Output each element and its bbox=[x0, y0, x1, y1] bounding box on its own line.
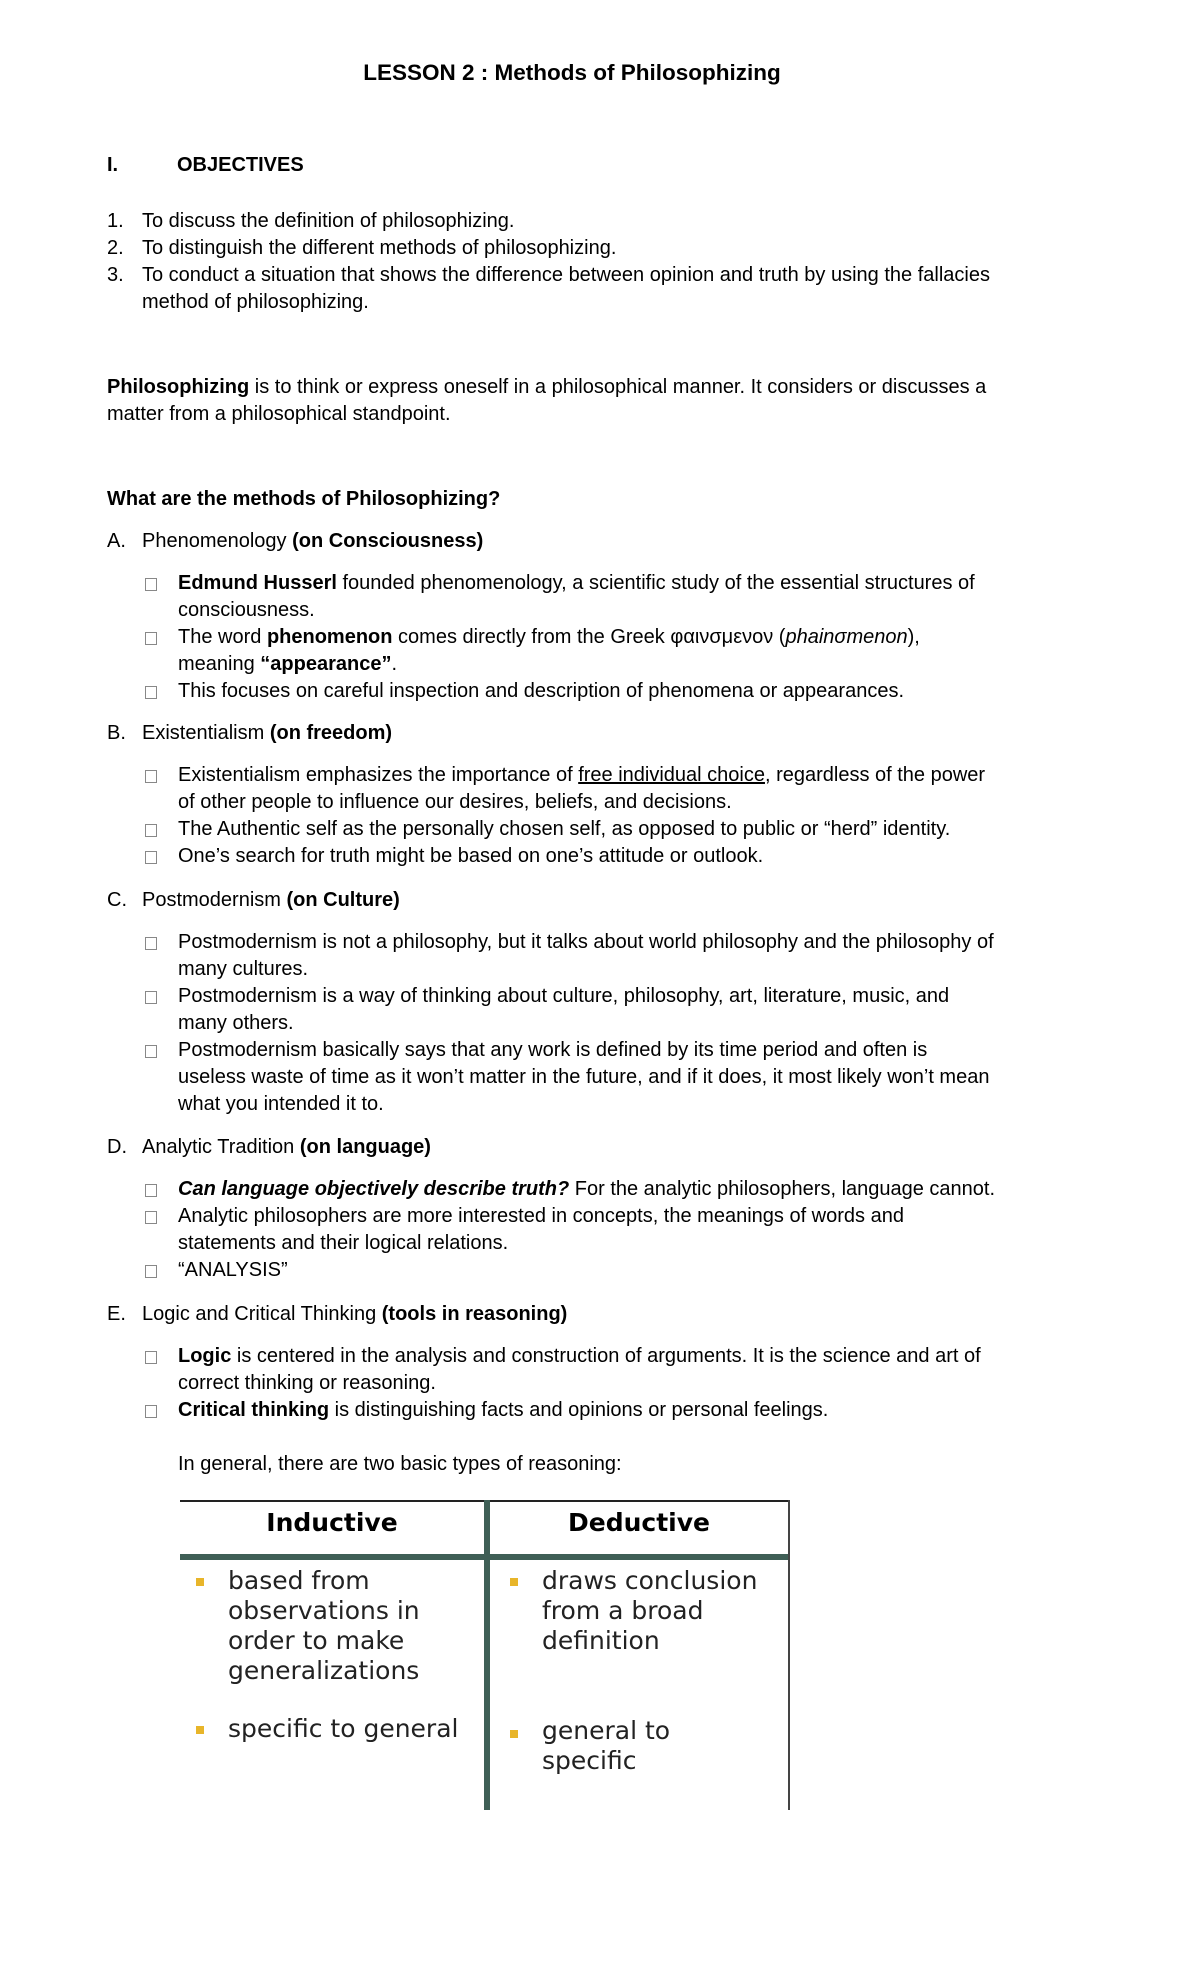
section-d-bullet-1: Can language objectively describe truth? For the analytic philosophers, language cannot. bbox=[178, 1178, 996, 1200]
section-d-heading: Analytic Tradition (on language) bbox=[142, 1136, 431, 1158]
inductive-point-1: based from observations in order to make generalizations bbox=[228, 1566, 420, 1685]
section-a-bullet-1-line2: consciousness. bbox=[178, 599, 315, 621]
bullet-square-icon bbox=[196, 1578, 204, 1586]
bullet-box-icon bbox=[145, 770, 157, 783]
section-b-letter: B. bbox=[107, 722, 126, 744]
section-c-bullet-2: Postmodernism is a way of thinking about culture, philosophy, art, literature, music, and bbox=[178, 985, 950, 1007]
section-c-bullet-2-line2: many others. bbox=[178, 1012, 294, 1034]
objective-num-1: 1. bbox=[107, 210, 124, 232]
bullet-box-icon bbox=[145, 1211, 157, 1224]
section-a-bullet-1: Edmund Husserl founded phenomenology, a scientific study of the essential structures of bbox=[178, 572, 975, 594]
bullet-box-icon bbox=[145, 937, 157, 950]
bullet-box-icon bbox=[145, 851, 157, 864]
objective-3-line1: To conduct a situation that shows the difference between opinion and truth by using the fallacies bbox=[142, 264, 990, 286]
definition-line1: Philosophizing is to think or express oneself in a philosophical manner. It considers or discusses a bbox=[107, 376, 987, 398]
col-inductive-header: Inductive bbox=[266, 1508, 398, 1537]
section-c-bullet-3-line2: useless waste of time as it won’t matter in the future, and if it does, it most likely won’t mean bbox=[178, 1066, 990, 1088]
bullet-box-icon bbox=[145, 686, 157, 699]
section-e-heading: Logic and Critical Thinking (tools in reasoning) bbox=[142, 1303, 568, 1325]
bullet-square-icon bbox=[510, 1578, 518, 1586]
section-b-bullet-1-line2: of other people to influence our desires, beliefs, and decisions. bbox=[178, 791, 732, 813]
section-a-bullet-2-line2: meaning “appearance”. bbox=[178, 653, 398, 675]
bullet-box-icon bbox=[145, 991, 157, 1004]
section-b-bullet-3: One’s search for truth might be based on one’s attitude or outlook. bbox=[178, 845, 764, 867]
section-c-bullet-3-line3: what you intended it to. bbox=[178, 1093, 384, 1115]
reasoning-intro: In general, there are two basic types of reasoning: bbox=[178, 1453, 622, 1475]
bullet-box-icon bbox=[145, 632, 157, 645]
section-c-heading: Postmodernism (on Culture) bbox=[142, 889, 400, 911]
section-e-bullet-1-line2: correct thinking or reasoning. bbox=[178, 1372, 436, 1394]
section-a-bullet-2: The word phenomenon comes directly from the Greek φαινσμενον (phainσmenon), bbox=[178, 626, 920, 648]
section-c-letter: C. bbox=[107, 889, 127, 911]
methods-question: What are the methods of Philosophizing? bbox=[107, 488, 501, 510]
bullet-square-icon bbox=[196, 1726, 204, 1734]
bullet-box-icon bbox=[145, 578, 157, 591]
section-c-bullet-1: Postmodernism is not a philosophy, but it talks about world philosophy and the philosophy of bbox=[178, 931, 994, 953]
inductive-point-2: specific to general bbox=[228, 1714, 459, 1743]
reasoning-table bbox=[180, 1500, 790, 1810]
definition-line2: matter from a philosophical standpoint. bbox=[107, 403, 451, 425]
section-b-heading: Existentialism (on freedom) bbox=[142, 722, 393, 744]
section-b-bullet-1: Existentialism emphasizes the importance of free individual choice, regardless of the power bbox=[178, 764, 986, 786]
bullet-box-icon bbox=[145, 1184, 157, 1197]
objective-3-line2: method of philosophizing. bbox=[142, 291, 369, 313]
section-d-bullet-3: “ANALYSIS” bbox=[178, 1259, 288, 1281]
bullet-box-icon bbox=[145, 1351, 157, 1364]
deductive-point-1: draws conclusion from a broad definition bbox=[542, 1566, 758, 1655]
objective-num-3: 3. bbox=[107, 264, 124, 286]
section-b-bullet-2: The Authentic self as the personally chosen self, as opposed to public or “herd” identity. bbox=[178, 818, 951, 840]
section-d-bullet-2-line2: statements and their logical relations. bbox=[178, 1232, 509, 1254]
section-a-heading: Phenomenology (on Consciousness) bbox=[142, 530, 484, 552]
definition-term: Philosophizing bbox=[107, 376, 250, 398]
table-right-border bbox=[788, 1500, 790, 1810]
objectives-numeral: I. bbox=[107, 154, 119, 176]
objective-2: To distinguish the different methods of philosophizing. bbox=[142, 237, 617, 259]
section-d-bullet-2: Analytic philosophers are more interested in concepts, the meanings of words and bbox=[178, 1205, 904, 1227]
bullet-box-icon bbox=[145, 1405, 157, 1418]
bullet-box-icon bbox=[145, 1265, 157, 1278]
page-title: LESSON 2 : Methods of Philosophizing bbox=[363, 60, 781, 85]
objective-num-2: 2. bbox=[107, 237, 124, 259]
section-d-letter: D. bbox=[107, 1136, 127, 1158]
objective-1: To discuss the definition of philosophizing. bbox=[142, 210, 515, 232]
column-divider bbox=[484, 1500, 490, 1810]
section-c-bullet-3: Postmodernism basically says that any work is defined by its time period and often is bbox=[178, 1039, 928, 1061]
section-a-bullet-3: This focuses on careful inspection and description of phenomena or appearances. bbox=[178, 680, 905, 702]
bullet-box-icon bbox=[145, 824, 157, 837]
section-a-letter: A. bbox=[107, 530, 126, 552]
section-e-bullet-2: Critical thinking is distinguishing facts and opinions or personal feelings. bbox=[178, 1399, 829, 1421]
deductive-point-2: general to specific bbox=[542, 1716, 671, 1775]
section-e-letter: E. bbox=[107, 1303, 126, 1325]
objectives-heading: OBJECTIVES bbox=[177, 154, 304, 176]
col-deductive-header: Deductive bbox=[568, 1508, 710, 1537]
section-e-bullet-1: Logic is centered in the analysis and construction of arguments. It is the science and art of bbox=[178, 1345, 981, 1367]
section-c-bullet-1-line2: many cultures. bbox=[178, 958, 309, 980]
bullet-box-icon bbox=[145, 1045, 157, 1058]
bullet-square-icon bbox=[510, 1730, 518, 1738]
